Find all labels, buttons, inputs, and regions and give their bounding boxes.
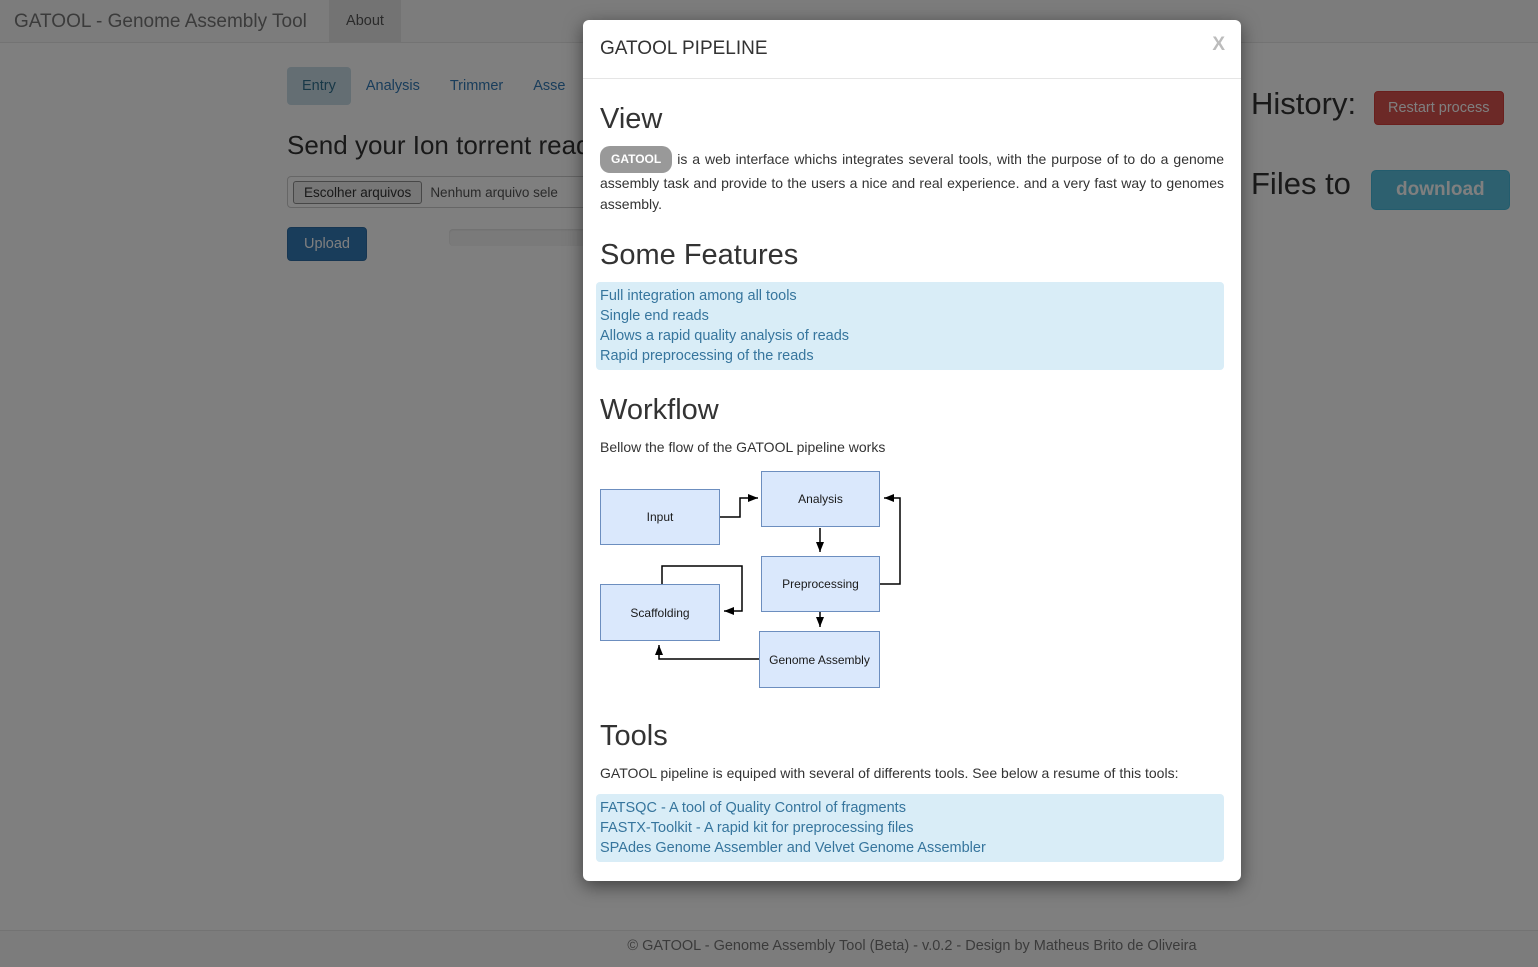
workflow-node-genome-assembly: Genome Assembly (759, 631, 880, 688)
feature-link[interactable]: Single end reads (600, 308, 709, 324)
modal-header (583, 20, 1241, 79)
features-heading: Some Features (600, 239, 799, 271)
workflow-diagram (600, 466, 910, 696)
feature-link[interactable]: Full integration among all tools (600, 288, 797, 304)
view-heading: View (600, 103, 663, 135)
tool-link[interactable]: FATSQC - A tool of Quality Control of fragments (600, 800, 906, 816)
tools-heading: Tools (600, 720, 668, 752)
workflow-caption: Bellow the flow of the GATOOL pipeline works (600, 439, 886, 455)
view-paragraph (600, 146, 1224, 215)
feature-link[interactable]: Rapid preprocessing of the reads (600, 348, 814, 364)
tool-link[interactable]: FASTX-Toolkit - A rapid kit for preprocessing files (600, 820, 914, 836)
tools-caption: GATOOL pipeline is equiped with several of differents tools. See below a resume of this tools: (600, 765, 1179, 781)
workflow-node-analysis: Analysis (761, 471, 880, 527)
gatool-badge: GATOOL (600, 146, 672, 173)
tools-box (596, 794, 1224, 862)
workflow-heading: Workflow (600, 394, 719, 426)
modal-title: GATOOL PIPELINE (600, 38, 768, 59)
features-box (596, 282, 1224, 370)
view-text: is a web interface whichs integrates several tools, with the purpose of to do a genome assembly task and provide to the users a nice and real experience. and a very fast way to genomes assembly. (600, 151, 1224, 212)
close-icon[interactable]: X (1212, 34, 1225, 55)
feature-link[interactable]: Allows a rapid quality analysis of reads (600, 328, 850, 344)
pipeline-modal (583, 20, 1241, 881)
workflow-node-preprocessing: Preprocessing (761, 556, 880, 612)
modal-body (583, 103, 1241, 881)
workflow-node-input: Input (600, 489, 720, 545)
workflow-node-scaffolding: Scaffolding (600, 584, 720, 641)
tool-link[interactable]: SPAdes Genome Assembler and Velvet Genome Assembler (600, 840, 986, 856)
